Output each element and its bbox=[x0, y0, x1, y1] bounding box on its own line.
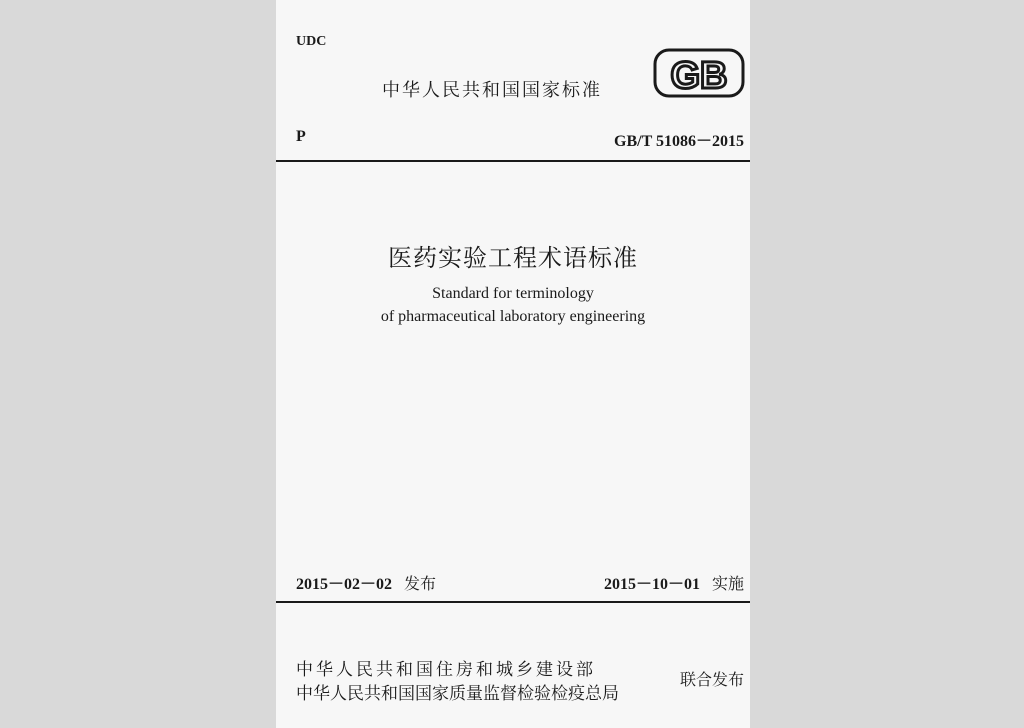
svg-text:GB: GB bbox=[670, 55, 728, 97]
classification-code: P bbox=[296, 128, 306, 145]
udc-label: UDC bbox=[296, 34, 327, 49]
implement-date: 2015－10－01 bbox=[603, 576, 700, 593]
gb-logo bbox=[653, 48, 745, 98]
title-chinese: 医药实验工程术语标准 bbox=[388, 244, 638, 272]
issue-date-block bbox=[296, 571, 436, 594]
document-cover bbox=[276, 0, 750, 728]
standard-number: GB/T 51086－2015 bbox=[614, 133, 744, 150]
joint-publish-label: 联合发布 bbox=[679, 670, 744, 689]
title-english-line2: of pharmaceutical laboratory engineering bbox=[380, 308, 646, 325]
issue-date: 2015－02－02 bbox=[296, 576, 393, 593]
top-divider bbox=[276, 160, 750, 162]
implement-date-block bbox=[604, 571, 744, 594]
publisher-line1: 中华人民共和国住房和城乡建设部 bbox=[296, 660, 596, 680]
title-english-line1: Standard for terminology bbox=[432, 285, 594, 302]
national-standard-heading: 中华人民共和国国家标准 bbox=[382, 80, 602, 101]
implement-label: 实施 bbox=[711, 574, 744, 593]
bottom-divider bbox=[276, 601, 750, 603]
publisher-line2: 中华人民共和国国家质量监督检验检疫总局 bbox=[296, 684, 619, 704]
issue-label: 发布 bbox=[404, 574, 437, 593]
